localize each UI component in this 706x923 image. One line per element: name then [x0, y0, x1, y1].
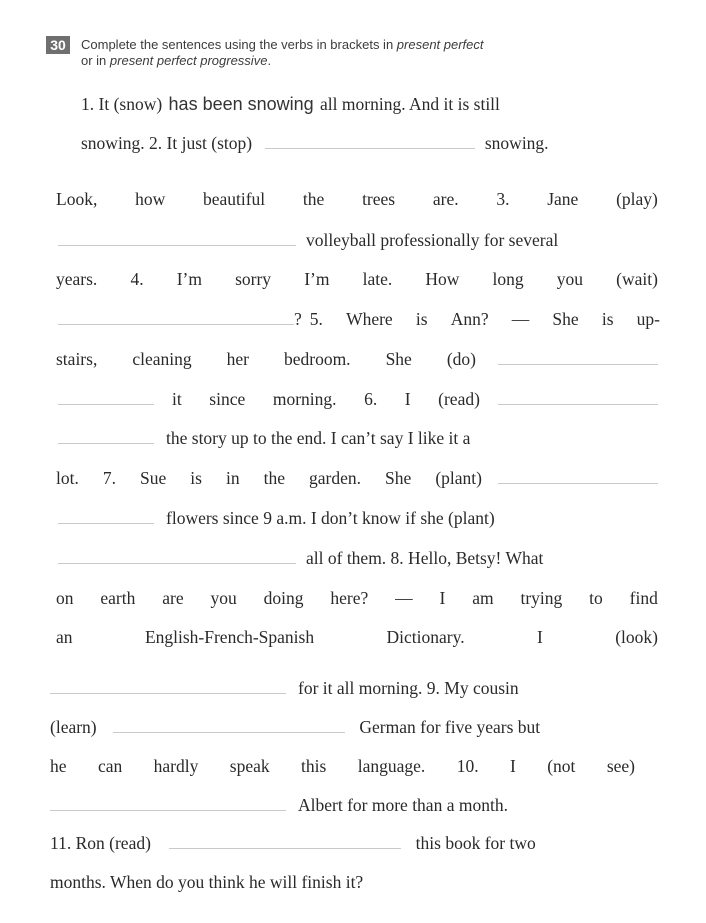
- word: language.: [357, 756, 426, 776]
- word: morning.: [272, 389, 337, 409]
- word: trying: [520, 588, 563, 608]
- text-line: [58, 428, 658, 449]
- word: he: [50, 756, 67, 776]
- sentence-text: 11. Ron (read): [50, 833, 151, 853]
- word: Where: [346, 309, 393, 329]
- word: Jane: [547, 189, 579, 209]
- text-line: [81, 133, 611, 154]
- word: I’m: [304, 269, 330, 289]
- text-line: [50, 833, 640, 854]
- answer-blank[interactable]: [58, 403, 154, 405]
- word: 5.: [309, 309, 323, 329]
- text-line: [58, 508, 658, 529]
- word: speak: [229, 756, 270, 776]
- text-line: [58, 389, 658, 410]
- word: She: [552, 309, 579, 329]
- word: here?: [330, 588, 369, 608]
- sentence-text: snowing. 2. It just (stop): [81, 133, 253, 153]
- word: —: [395, 588, 413, 608]
- word: She: [385, 468, 412, 488]
- sentence-text: (learn): [50, 717, 97, 737]
- text-line: [56, 269, 658, 290]
- word: doing: [263, 588, 304, 608]
- sentence-words: [56, 468, 482, 489]
- instruction-line-1: [81, 37, 484, 52]
- word: are.: [432, 189, 459, 209]
- word: can: [97, 756, 123, 776]
- word: years.: [56, 269, 98, 289]
- answer-blank[interactable]: [265, 147, 475, 149]
- word: the: [302, 189, 325, 209]
- word: 7.: [102, 468, 116, 488]
- answer-blank[interactable]: [498, 363, 658, 365]
- word: (look): [615, 627, 658, 647]
- word: 6.: [364, 389, 378, 409]
- text-line: [56, 627, 658, 648]
- word: long: [492, 269, 524, 289]
- word: you: [210, 588, 237, 608]
- sentence-text: months. When do you think he will finish it?: [50, 872, 364, 892]
- word: an: [56, 627, 73, 647]
- instruction-italic: present perfect progressive: [109, 53, 268, 68]
- word: find: [629, 588, 658, 608]
- instruction-text: Complete the sentences using the verbs in brackets in: [81, 37, 397, 52]
- sentence-text: the story up to the end. I can’t say I like it a: [166, 428, 471, 448]
- word: it: [172, 389, 182, 409]
- word: beautiful: [202, 189, 266, 209]
- word: are: [162, 588, 184, 608]
- word: lot.: [56, 468, 79, 488]
- word: I: [509, 756, 516, 776]
- word: I: [439, 588, 446, 608]
- answer-blank[interactable]: [498, 482, 658, 484]
- text-line: [56, 189, 658, 210]
- answer-blank[interactable]: [113, 731, 345, 733]
- word: She: [385, 349, 412, 369]
- sentence-words: [56, 349, 476, 370]
- word: sorry: [235, 269, 272, 289]
- word: (play): [616, 189, 658, 209]
- word: 4.: [130, 269, 144, 289]
- instruction-italic: present perfect: [396, 37, 484, 52]
- answer-blank[interactable]: [58, 522, 154, 524]
- word: stairs,: [56, 349, 98, 369]
- text-line: [50, 795, 640, 816]
- instruction-text: .: [267, 53, 272, 68]
- word: is: [601, 309, 614, 329]
- word: this: [301, 756, 327, 776]
- answer-blank[interactable]: [50, 692, 286, 694]
- word: I: [404, 389, 411, 409]
- word: (plant): [435, 468, 482, 488]
- word: late.: [362, 269, 393, 289]
- text-line: [58, 230, 658, 251]
- word: English-French-Spanish: [144, 627, 315, 647]
- answer-blank[interactable]: [58, 323, 294, 325]
- answer-blank[interactable]: [58, 442, 154, 444]
- answer-blank[interactable]: [50, 809, 286, 811]
- word: Sue: [140, 468, 167, 488]
- answer-blank[interactable]: [498, 403, 658, 405]
- word: (read): [438, 389, 480, 409]
- answer-blank[interactable]: [169, 847, 401, 849]
- word: 10.: [456, 756, 479, 776]
- word: 3.: [496, 189, 510, 209]
- text-line: [58, 548, 658, 569]
- word: (wait): [616, 269, 658, 289]
- word: how: [135, 189, 166, 209]
- text-line: [56, 588, 658, 609]
- word: I’m: [176, 269, 202, 289]
- sentence-text: Albert for more than a month.: [298, 795, 508, 815]
- answer-blank[interactable]: [58, 244, 296, 246]
- word: you: [556, 269, 584, 289]
- sentence-words: [172, 389, 480, 410]
- instruction-text: or in: [81, 53, 110, 68]
- handwritten-answer: has been snowing: [168, 94, 314, 114]
- word: is: [190, 468, 202, 488]
- word: (do): [446, 349, 476, 369]
- word: Dictionary.: [386, 627, 465, 647]
- word: cleaning: [132, 349, 192, 369]
- word: (not: [547, 756, 576, 776]
- word: hardly: [153, 756, 199, 776]
- text-line: [58, 309, 660, 330]
- sentence-text: volleyball professionally for several: [306, 230, 559, 250]
- answer-blank[interactable]: [58, 562, 296, 564]
- word: bedroom.: [283, 349, 351, 369]
- word: Look,: [56, 189, 98, 209]
- word: up-: [636, 309, 660, 329]
- word: is: [415, 309, 428, 329]
- word: Ann?: [450, 309, 489, 329]
- word: on: [56, 588, 74, 608]
- word: since: [209, 389, 246, 409]
- sentence-text: German for five years but: [359, 717, 541, 737]
- text-line: [81, 94, 611, 115]
- text-line: [56, 349, 658, 370]
- text-line: [50, 678, 640, 699]
- word: her: [226, 349, 249, 369]
- word: trees: [362, 189, 396, 209]
- sentence-text: all morning. And it is still: [320, 94, 500, 114]
- sentence-text: all of them. 8. Hello, Betsy! What: [306, 548, 544, 568]
- word: see): [606, 756, 635, 776]
- sentence-text: snowing.: [484, 133, 549, 153]
- word: I: [536, 627, 543, 647]
- word: earth: [100, 588, 136, 608]
- text-line: [56, 468, 658, 489]
- sentence-text: this book for two: [415, 833, 536, 853]
- sentence-words: [310, 309, 660, 330]
- sentence-text: flowers since 9 a.m. I don’t know if she (plant): [166, 508, 495, 528]
- word: garden.: [309, 468, 362, 488]
- exercise-number-badge: 30: [46, 36, 70, 54]
- word: —: [511, 309, 530, 329]
- text-line: [50, 756, 635, 777]
- sentence-text: for it all morning. 9. My cousin: [298, 678, 519, 698]
- word: How: [425, 269, 460, 289]
- text-line: [50, 717, 640, 738]
- sentence-text: ?: [294, 309, 302, 329]
- word: to: [589, 588, 603, 608]
- word: the: [263, 468, 286, 488]
- text-line: [50, 872, 640, 893]
- instruction-line-2: [81, 53, 271, 68]
- word: in: [225, 468, 240, 488]
- sentence-text: 1. It (snow): [81, 94, 163, 114]
- word: am: [472, 588, 494, 608]
